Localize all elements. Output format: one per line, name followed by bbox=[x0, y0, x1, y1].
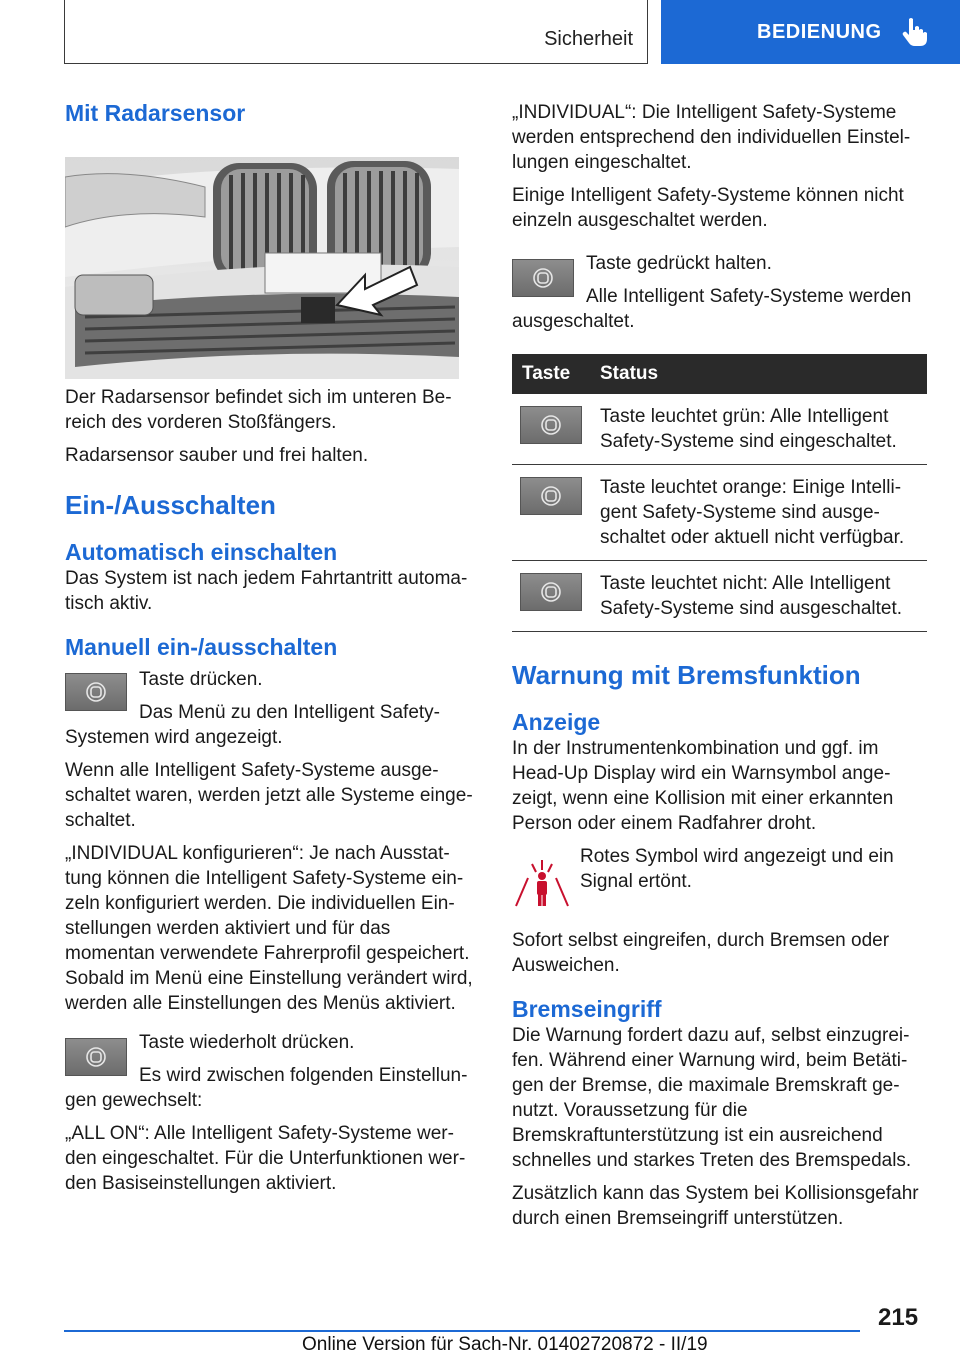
para-brake-1: Die Warnung fordert dazu auf, selbst einzugreifen. Während einer Warnung wird, beim Betätigen der Bremse, die maximale Bremskraft genutzt. Voraussetzung für die Bremskraftunterstützung ist ein ausreichend schnelles und starkes Treten des Bremspedals. bbox=[512, 1025, 912, 1171]
right-column bbox=[512, 100, 927, 1239]
para-auto: Das System ist nach jedem Fahrtantritt automatisch aktiv. bbox=[65, 568, 468, 614]
header-frame bbox=[64, 0, 648, 64]
para-press: Taste drücken. bbox=[139, 669, 263, 690]
para-react: Sofort selbst eingreifen, durch Bremsen oder Ausweichen. bbox=[512, 930, 890, 976]
pedestrian-warning-icon bbox=[512, 852, 572, 912]
para-some-systems: Einige Intelligent Safety-Systeme können nicht einzeln ausgeschaltet werden. bbox=[512, 185, 904, 231]
footer-divider bbox=[64, 1330, 860, 1332]
table-header-key: Taste bbox=[512, 354, 590, 394]
para-display: In der Instrumentenkombination und ggf. im Head-Up Display wird ein Warnsymbol angezeigt, wenn eine Kollision mit einer erkannten Person oder einem Radfahrer droht. bbox=[512, 738, 894, 834]
heading-radar: Mit Radarsensor bbox=[65, 100, 246, 126]
safety-symbol-icon bbox=[540, 413, 562, 437]
safety-symbol-icon bbox=[85, 1045, 107, 1069]
para-individual-config: „INDIVIDUAL konfigurieren“: Je nach Ausstattung können die Intelligent Safety-Systeme einzeln konfiguriert werden. Die individuellen Einstellungen werden aktiviert und für das momentan verwendete Fahrerprofil gespeichert. Sobald im Menü eine Einstellung verändert wird, werden alle Einstellungen des Menüs aktiviert. bbox=[65, 843, 473, 1014]
heading-brake: Bremseingriff bbox=[512, 996, 662, 1022]
para-repeat: Taste wiederholt drücken. bbox=[139, 1032, 355, 1053]
safety-symbol-icon bbox=[540, 580, 562, 604]
para-manual-all-on: Wenn alle Intelligent Safety-Systeme ausgeschaltet waren, werden jetzt alle Systeme eingeschaltet. bbox=[65, 760, 473, 831]
safety-symbol-icon bbox=[540, 484, 562, 508]
para-brake-2: Zusätzlich kann das System bei Kollisionsgefahr durch einen Bremseingriff unterstützen. bbox=[512, 1183, 919, 1229]
para-individual: „INDIVIDUAL“: Die Intelligent Safety-Systeme werden entsprechend den individuellen Einstellungen eingeschaltet. bbox=[512, 102, 911, 173]
page-number: 215 bbox=[878, 1304, 919, 1331]
table-cell-status: Taste leuchtet orange: Einige Intelligent Safety-Systeme sind ausgeschaltet oder aktuell nicht verfügbar. bbox=[590, 465, 927, 561]
section-title: Sicherheit bbox=[544, 28, 633, 50]
table-header-status: Status bbox=[590, 354, 927, 394]
safety-button-icon bbox=[520, 477, 582, 515]
chapter-tab bbox=[661, 0, 960, 64]
heading-auto: Automatisch einschalten bbox=[65, 539, 338, 565]
table-cell-status: Taste leuchtet grün: Alle Intelligent Safety-Systeme sind eingeschaltet. bbox=[590, 394, 927, 465]
pointing-hand-icon bbox=[900, 17, 928, 47]
para-hold: Taste gedrückt halten. bbox=[586, 253, 772, 274]
safety-button-icon bbox=[520, 573, 582, 611]
table-cell-status: Taste leuchtet nicht: Alle Intelligent Safety-Systeme sind ausgeschaltet. bbox=[590, 561, 927, 632]
footer-text: Online Version für Sach-Nr. 01402720872 - II/19 bbox=[302, 1334, 708, 1355]
heading-warning: Warnung mit Bremsfunktion bbox=[512, 660, 861, 690]
para-radar-clean: Radarsensor sauber und frei halten. bbox=[65, 445, 369, 466]
safety-button-icon-2 bbox=[65, 1038, 127, 1076]
para-all-on: „ALL ON“: Alle Intelligent Safety-Systeme werden eingeschaltet. Für die Unterfunktionen werden Basiseinstellungen aktiviert. bbox=[65, 1123, 466, 1194]
status-table bbox=[512, 354, 927, 632]
heading-manual: Manuell ein-/ausschalten bbox=[65, 634, 338, 660]
safety-button-icon-3 bbox=[512, 259, 574, 297]
para-hold-off: Alle Intelligent Safety-Systeme werden ausgeschaltet. bbox=[512, 286, 912, 332]
safety-symbol-icon bbox=[532, 266, 554, 290]
para-repeat-switch: Es wird zwischen folgenden Einstellungen gewechselt: bbox=[65, 1065, 468, 1111]
safety-button-icon bbox=[65, 673, 127, 711]
para-radar-location: Der Radarsensor befindet sich im unteren Bereich des vorderen Stoßfängers. bbox=[65, 387, 452, 433]
car-front-radar-photo bbox=[65, 157, 459, 379]
table-row bbox=[512, 394, 927, 465]
para-red-symbol: Rotes Symbol wird angezeigt und ein Signal ertönt. bbox=[580, 846, 894, 892]
heading-onoff: Ein-/Ausschalten bbox=[65, 490, 276, 520]
safety-button-icon bbox=[520, 406, 582, 444]
para-press-menu: Das Menü zu den Intelligent Safety-Systemen wird angezeigt. bbox=[65, 702, 441, 748]
table-row bbox=[512, 561, 927, 632]
left-column bbox=[65, 100, 475, 1204]
chapter-title: BEDIENUNG bbox=[757, 20, 882, 43]
heading-display: Anzeige bbox=[512, 709, 601, 735]
safety-symbol-icon bbox=[85, 680, 107, 704]
table-row bbox=[512, 465, 927, 561]
